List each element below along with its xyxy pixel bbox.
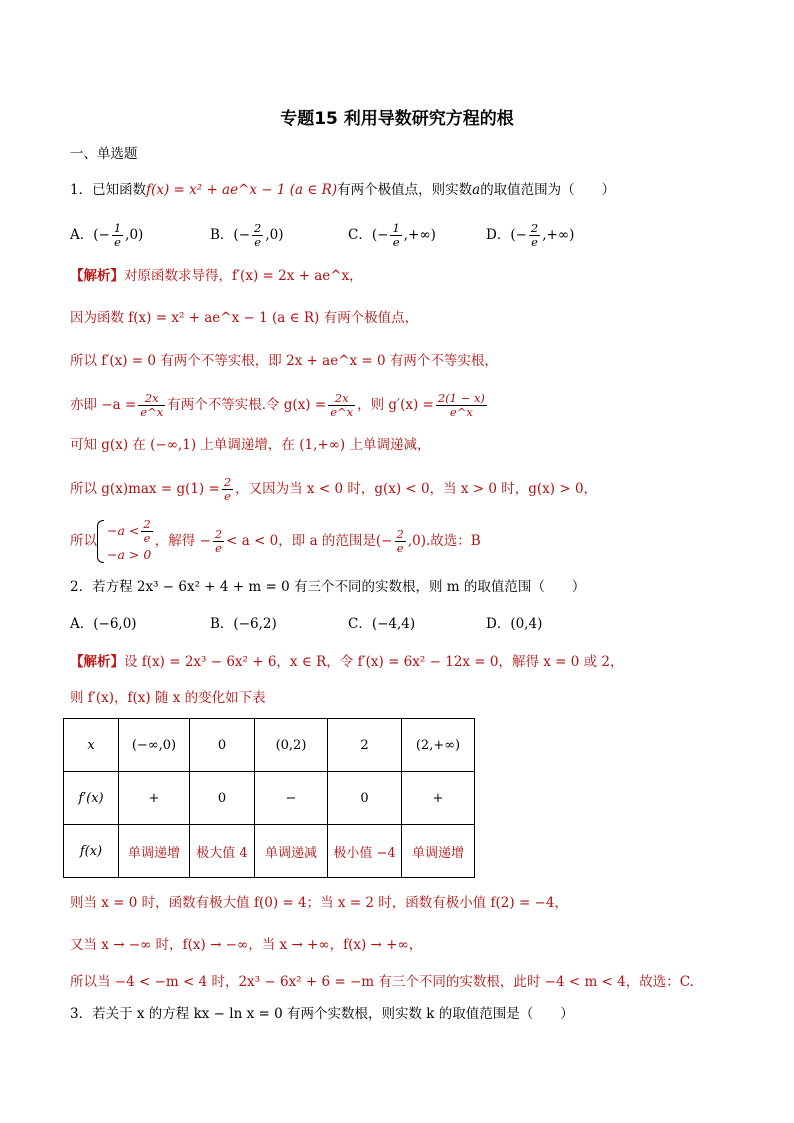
solution-text: 设 f(x) = 2x³ − 6x² + 6，x ∈ R，令 f′(x) = 6x² − 12x = 0，解得 x = 0 或 2， [124,654,624,670]
solution-text: 所以 g(x)max = g(1) = [70,481,220,497]
fraction-denominator: e^x [330,405,354,419]
fraction-denominator: e [143,531,151,545]
table-row [64,772,475,825]
fraction-numerator: 2(1 − x) [437,391,485,405]
question-3-stem: 3．若关于 x 的方程 kx − ln x = 0 有两个实数根，则实数 k 的取值范围是（ ） [70,1006,574,1022]
table-row [64,825,475,878]
question-1-option-d [486,222,574,249]
q1-solution-line-3: 所以 f′(x) = 0 有两个不等实根，即 2x + ae^x = 0 有两个不等实根， [70,353,498,369]
option-pre: (− [93,227,110,243]
table-cell: (0,2) [255,719,328,772]
option-label: B． [210,227,234,243]
fraction [328,392,355,419]
fraction-numerator: 2 [214,527,223,541]
option-label: D． [486,227,511,243]
option-value: (−6,0) [93,616,137,632]
option-post: ,+∞) [542,227,575,243]
q2-solution-line-5: 所以当 −4 < −m < 4 时，2x³ − 6x² + 6 = −m 有三个不同的实数根，此时 −4 < m < 4，故选：C. [70,974,694,990]
option-label: A． [70,616,94,632]
table-cell: + [119,772,190,825]
question-1-option-b [210,222,284,249]
system-row-text: −a < [107,523,140,538]
table-cell: f(x) [64,825,119,878]
option-label: C． [348,616,372,632]
question-1-function: f(x) = x² + ae^x − 1 (a ∈ R) [146,182,338,198]
system-row-2: −a > 0 [107,547,152,562]
option-value: (−4,4) [371,616,416,632]
option-pre: (− [371,227,389,243]
solution-text: ，则 g′(x) = [357,397,434,413]
question-1-text-c: 的取值范围为（ ） [480,182,616,198]
question-2-option-a [70,614,137,634]
question-1-stem [70,180,615,200]
fraction-numerator: 2 [396,527,404,541]
option-value: (0,4) [510,616,543,632]
fraction-numerator: 1 [113,221,122,235]
fraction-denominator: e [215,541,222,555]
option-post: ,0) [125,227,144,243]
q1-solution-line-1 [70,266,363,286]
option-label: B． [210,616,234,632]
table-cell: f′(x) [64,772,119,825]
fraction-numerator: 2 [223,475,232,489]
table-cell: 0 [190,719,255,772]
table-cell: (2,+∞) [402,719,475,772]
fraction-denominator: e^x [449,405,473,419]
fraction [222,476,233,503]
fraction [213,528,224,555]
q2-solution-line-1 [70,652,624,672]
fraction-numerator: 2 [530,221,539,235]
q2-solution-line-4: 又当 x → −∞ 时，f(x) → −∞，当 x → +∞，f(x) → +∞， [70,937,423,953]
solution-text: < a < 0，即 a 的范围是 [226,533,376,549]
table-row [64,719,475,772]
fraction-numerator: 2x [328,392,355,406]
fraction [138,392,165,419]
table-cell: 单调递增 [402,825,475,878]
question-1-option-c [348,222,436,249]
table-cell: 单调递增 [119,825,190,878]
question-1-variable: a [472,182,481,198]
table-cell: 极小值 −4 [328,825,402,878]
table-cell: 极大值 4 [190,825,255,878]
fraction-denominator: e [392,235,400,249]
table-cell: 0 [328,772,402,825]
fraction [141,518,152,545]
solution-text: ，又因为当 x < 0 时，g(x) < 0，当 x > 0 时，g(x) > 0， [235,481,598,497]
q1-solution-line-7 [70,518,481,565]
table-cell: x [64,719,119,772]
question-2-option-c [348,614,415,634]
solution-text: 有两个不等实根.令 g(x) = [167,397,327,413]
option-value: (−6,2) [233,616,277,632]
fraction [436,392,487,419]
system-row-1 [107,518,155,545]
variation-table [63,718,475,878]
page-title: 专题15 利用导数研究方程的根 [280,109,514,129]
fraction-denominator: e [531,235,538,249]
table-cell: 单调递减 [255,825,328,878]
question-2-stem: 2．若方程 2x³ − 6x² + 4 + m = 0 有三个不同的实数根，则 m 的取值范围（ ） [70,579,586,595]
inequality-system [97,518,155,565]
solution-answer: .故选：B [425,533,481,549]
question-2-option-d [486,614,542,634]
option-label: A． [70,227,94,243]
fraction [395,528,406,555]
table-cell: (−∞,0) [119,719,190,772]
q1-solution-line-2: 因为函数 f(x) = x² + ae^x − 1 (a ∈ R) 有两个极值点， [70,310,419,326]
fraction-denominator: e^x [140,405,164,419]
option-fraction [252,222,263,249]
solution-text: 所以 [70,533,97,549]
fraction-numerator: 1 [392,221,400,235]
table-cell: − [255,772,328,825]
solution-text: 对原函数求导得，f′(x) = 2x + ae^x， [124,268,363,284]
table-cell: + [402,772,475,825]
q1-solution-line-6 [70,476,597,503]
section-heading: 一、单选题 [70,146,138,162]
q2-solution-line-2: 则 f′(x)，f(x) 随 x 的变化如下表 [70,690,266,706]
option-pre: (− [510,227,527,243]
option-post: ,+∞) [403,227,436,243]
solution-text: ,0) [407,533,426,549]
q1-solution-line-5: 可知 g(x) 在 (−∞,1) 上单调递增，在 (1,+∞) 上单调递减， [70,437,431,453]
fraction-denominator: e [396,541,404,555]
fraction-denominator: e [114,235,121,249]
fraction-denominator: e [224,489,231,503]
table-cell: 2 [328,719,402,772]
question-1-text: 1．已知函数 [70,182,147,198]
solution-tag: 【解析】 [70,654,124,670]
option-pre: (− [233,227,251,243]
option-post: ,0) [265,227,284,243]
fraction-numerator: 2 [254,221,262,235]
option-fraction [390,222,401,249]
fraction-numerator: 2 [143,517,151,531]
option-label: D． [486,616,511,632]
fraction-numerator: 2x [138,392,165,406]
question-1-text-b: 有两个极值点，则实数 [337,182,473,198]
table-cell: 0 [190,772,255,825]
fraction-denominator: e [254,235,262,249]
question-2-option-b [210,614,277,634]
option-fraction [529,222,540,249]
q2-solution-line-3: 则当 x = 0 时，函数有极大值 f(0) = 4；当 x = 2 时，函数有极小值 f(2) = −4， [70,895,568,911]
solution-tag: 【解析】 [70,268,124,284]
solution-text: (− [375,533,393,549]
question-1-option-a [70,222,143,249]
option-fraction [112,222,123,249]
solution-text: 亦即 −a = [70,397,137,413]
solution-text: ，解得 − [154,533,211,549]
option-label: C． [348,227,372,243]
q1-solution-line-4 [70,392,489,419]
